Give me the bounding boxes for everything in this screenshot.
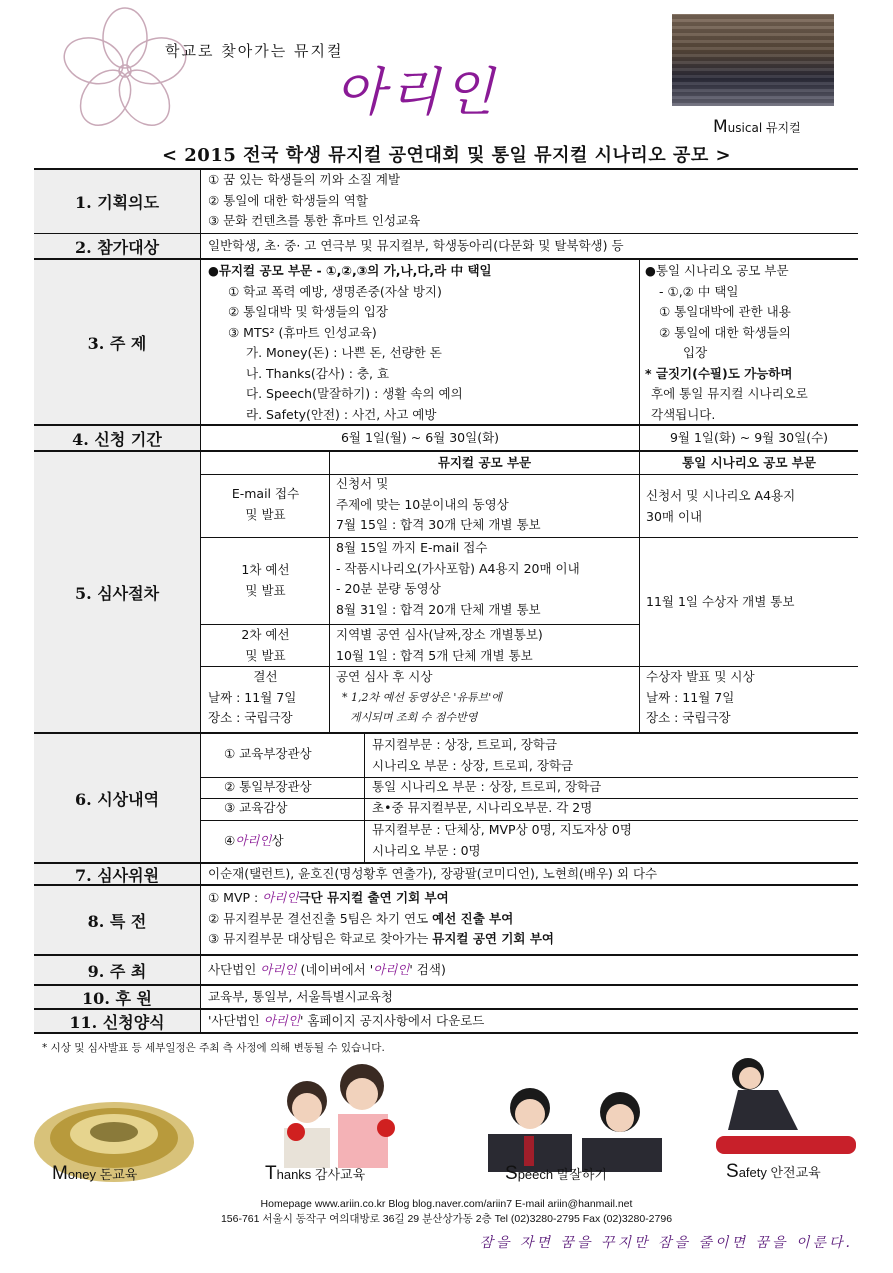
header — [0, 0, 893, 140]
benefits-lines: ① MVP : 아리인극단 뮤지컬 출연 기회 부여 ② 뮤지컬부문 결선진출 5팀은 차기 연도 예선 진출 부여 ③ 뮤지컬부문 대상팀은 학교로 찾아가는 뮤지컬 공연 기회 부여 — [208, 890, 555, 946]
row-period — [34, 426, 858, 452]
theme-unification: ●통일 시나리오 공모 부문 - ①,② 中 택일 ① 통일대박에 관한 내용 ② 통일에 대한 학생들의 입장 * 글짓기(수필)도 가능하며 후에 통일 뮤지컬 시나리오로 각색됩니다. — [645, 263, 808, 422]
schedule-note: * 시상 및 심사발표 등 세부일정은 주최 측 사정에 의해 변동될 수 있습니다. — [42, 1042, 385, 1054]
education-pictures — [0, 1050, 893, 1190]
review-stage-email: E-mail 접수 및 발표 — [231, 486, 300, 522]
row-eligibility — [34, 234, 858, 260]
brand-logo: 아리인 — [335, 63, 498, 123]
review-email-unification: 신청서 및 시나리오 A4용지 30매 이내 — [646, 488, 796, 524]
row-application-form — [34, 1010, 858, 1034]
row-benefits — [34, 886, 858, 956]
row-label: 9. 주 최 — [34, 956, 201, 984]
review-unification-notice: 11월 1일 수상자 개별 통보 — [646, 594, 795, 609]
caption-speech: Speech 말잘하기 — [505, 1163, 607, 1184]
row-host — [34, 956, 858, 986]
award-education-minister-detail: 뮤지컬부문 : 상장, 트로피, 장학금 시나리오 부문 : 상장, 트로피, 장학금 — [372, 737, 574, 773]
review-prelim2-musical: 지역별 공연 심사(날짜,장소 개별통보) 10월 1일 : 합격 5개 단체 개별 통보 — [336, 627, 543, 663]
judges-text: 이순재(탤런트), 윤호진(명성황후 연출가), 장광팔(코미디언), 노현희(배우) 외 다수 — [208, 866, 658, 881]
row-sponsor — [34, 986, 858, 1010]
host-text: 사단법인 아리인 (네이버에서 '아리인' 검색) — [208, 962, 446, 977]
row-purpose — [34, 170, 858, 234]
row-label: 10. 후 원 — [34, 986, 201, 1008]
purpose-lines: ① 꿈 있는 학생들의 끼와 소질 계발 ② 통일에 대한 학생들의 역할 ③ 문화 컨텐츠를 통한 휴마트 인성교육 — [208, 172, 421, 228]
period-unification: 9월 1일(화) ~ 9월 30일(수) — [669, 430, 829, 445]
review-head-musical: 뮤지컬 공모 부문 — [437, 455, 532, 470]
musical-label: Musical 뮤지컬 — [713, 117, 801, 137]
period-musical: 6월 1일(월) ~ 6월 30일(화) — [340, 430, 500, 445]
row-label: 1. 기획의도 — [34, 170, 201, 233]
row-label: 3. 주 제 — [34, 260, 201, 424]
award-unification-minister: ② 통일부장관상 — [224, 779, 312, 794]
row-label: 7. 심사위원 — [34, 864, 201, 884]
row-label: 4. 신청 기간 — [34, 426, 201, 450]
row-judges — [34, 864, 858, 886]
application-form-text: '사단법인 아리인' 홈페이지 공지사항에서 다운로드 — [208, 1013, 485, 1028]
review-final-musical: 공연 심사 후 시상 * 1,2차 예선 동영상은 '유튜브'에 게시되며 조회 수 점수반영 — [336, 669, 502, 724]
caption-safety: Safety 안전교육 — [726, 1161, 821, 1182]
speech-students-icon — [470, 1082, 680, 1172]
page-title: < 2015 전국 학생 뮤지컬 공연대회 및 통일 뮤지컬 시나리오 공모 > — [161, 145, 732, 166]
award-superintendent-detail: 초•중 뮤지컬부문, 시나리오부문. 각 2명 — [372, 800, 593, 815]
theme-musical: ●뮤지컬 공모 부문 - ①,②,③의 가,나,다,라 中 택일 ① 학교 폭력 예방, 생명존중(자살 방지) ② 통일대박 및 학생들의 입장 ③ MTS² (휴마트 인성교육) 가. Money(돈) : 나쁜 돈, 선량한 돈 나. Thanks(감사) : 충, 효 다. Speech(말잘하기) : 생활 속의 예의 라. Safety(안전) : 사건, 사고 예방 — [208, 263, 492, 422]
row-theme — [34, 260, 858, 426]
thanks-students-icon — [262, 1056, 412, 1174]
award-ariin: ④아리인상 — [224, 833, 284, 848]
row-label: 11. 신청양식 — [34, 1010, 201, 1032]
row-label: 6. 시상내역 — [34, 734, 201, 862]
safety-cpr-icon — [708, 1050, 860, 1162]
eligibility-text: 일반학생, 초· 중· 고 연극부 및 뮤지컬부, 학생동아리(다문화 및 탈북학생) 등 — [208, 238, 624, 253]
review-email-musical: 신청서 및 주제에 맞는 10분이내의 동영상 7월 15일 : 합격 30개 단체 개별 통보 — [336, 476, 541, 532]
sponsor-text: 교육부, 통일부, 서울특별시교육청 — [208, 989, 393, 1004]
footer-address: 156-761 서울시 동작구 여의대방로 36길 29 분산상가동 2층 Tel (02)3280-2795 Fax (02)3280-2796 — [220, 1213, 673, 1225]
row-label: 8. 특 전 — [34, 886, 201, 954]
row-awards — [34, 734, 858, 864]
row-review — [34, 452, 858, 734]
header-subtitle: 학교로 찾아가는 뮤지컬 — [165, 42, 344, 60]
review-stage-final: 결선 날짜 : 11월 7일 장소 : 국립극장 — [208, 669, 297, 725]
award-education-minister: ① 교육부장관상 — [224, 746, 312, 761]
review-stage-prelim2: 2차 예선 및 발표 — [241, 627, 290, 663]
info-table — [34, 168, 858, 1032]
award-ariin-detail: 뮤지컬부문 : 단체상, MVP상 0명, 지도자상 0명 시나리오 부문 : 0명 — [372, 822, 632, 858]
footer-contacts: Homepage www.ariin.co.kr Blog blog.naver.com/ariin7 E-mail ariin@hanmail.net — [260, 1198, 633, 1210]
review-prelim1-musical: 8월 15일 까지 E-mail 접수 - 작품시나리오(가사포함) A4용지 20매 이내 - 20분 분량 동영상 8월 31일 : 합격 20개 단체 개별 통보 — [336, 540, 580, 617]
caption-thanks: Thanks 감사교육 — [265, 1163, 366, 1184]
audience-photo — [672, 14, 834, 106]
footer-slogan: 잠을 자면 꿈을 꾸지만 잠을 줄이면 꿈을 이룬다. — [479, 1235, 853, 1251]
award-superintendent: ③ 교육감상 — [224, 800, 288, 815]
caption-money: Money 돈교육 — [52, 1163, 138, 1184]
review-final-unification: 수상자 발표 및 시상 날짜 : 11월 7일 장소 : 국립극장 — [646, 669, 755, 725]
row-label: 2. 참가대상 — [34, 234, 201, 258]
flower-logo-icon — [60, 6, 190, 136]
row-label: 5. 심사절차 — [34, 452, 201, 732]
review-stage-prelim1: 1차 예선 및 발표 — [241, 562, 290, 598]
award-unification-minister-detail: 통일 시나리오 부문 : 상장, 트로피, 장학금 — [372, 779, 602, 794]
review-head-unification: 통일 시나리오 공모 부문 — [682, 455, 816, 470]
